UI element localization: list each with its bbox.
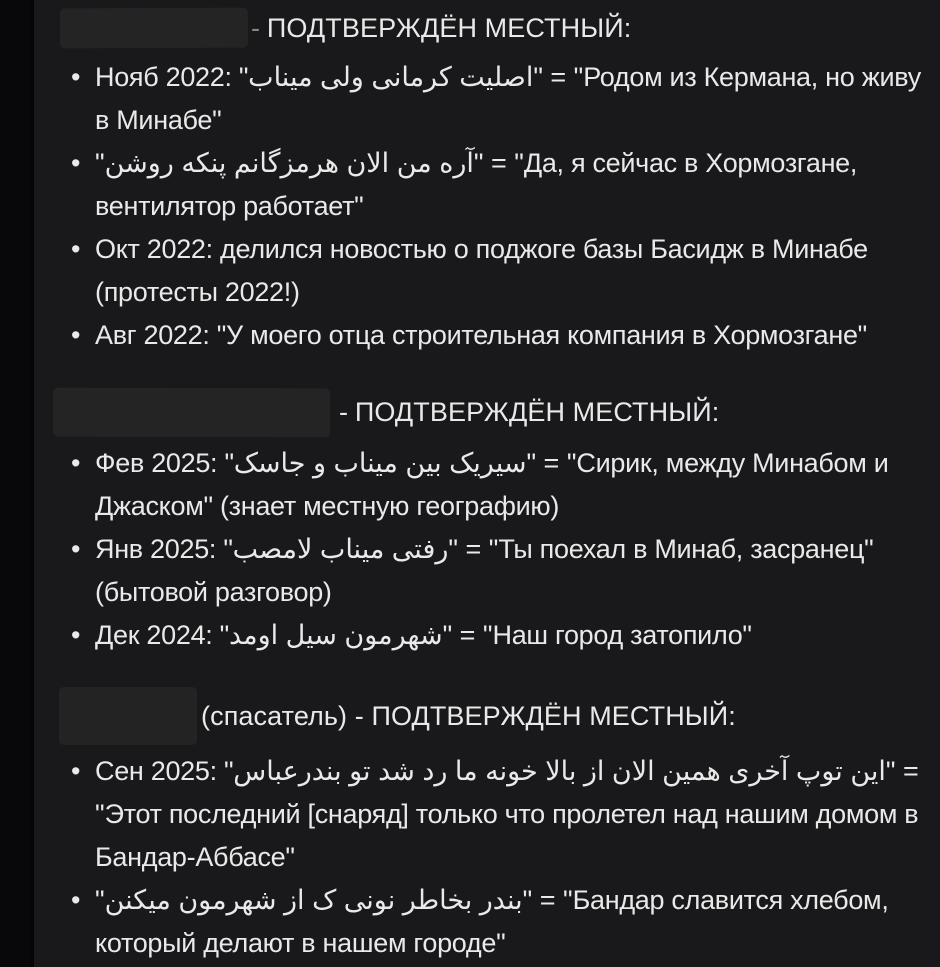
bullet-item — [95, 228, 936, 314]
bullet-text: Янв 2025: "رفتی میناب لامصب" = "Ты поехал в Минаб, засранец" (бытовой разговор) — [95, 534, 874, 607]
bullet-item — [95, 528, 936, 614]
section-local-3 — [34, 686, 936, 965]
section-heading: ПОДТВЕРЖДЁН МЕСТНЫЙ: — [354, 396, 720, 427]
bullet-text: Окт 2022: делился новостью о поджоге базы Басидж в Минабе (протесты 2022!) — [95, 234, 868, 307]
bullet-text: Нояб 2022: "اصلیت کرمانی ولی میناب" = "Родом из Кермана, но живу в Минабе" — [95, 62, 921, 135]
section-heading: ПОДТВЕРЖДЁН МЕСТНЫЙ: — [266, 12, 632, 43]
page-gutter — [0, 0, 30, 967]
bullet-text: Авг 2022: "У моего отца строительная компания в Хормозгане" — [95, 320, 867, 350]
bullet-item — [95, 314, 936, 357]
bullet-item — [95, 442, 936, 528]
bullet-text: "آره من الان هرمزگانم پنکه روشن" = "Да, я сейчас в Хормозгане, вентилятор работает" — [95, 148, 858, 221]
bullet-text: Сен 2025: "این توپ آخری همین الان از بالا خونه ما رد شد تو بندرعباس" = "Этот последний [снаряд] только что пролетел над нашим домом в Бандар-Аббасе" — [95, 756, 919, 872]
bullet-item — [95, 142, 936, 228]
bullet-text: "بندر بخاطر نونی ک از شهرمون میکنن" = "Бандар славится хлебом, который делают в нашем городе" — [95, 885, 889, 958]
bullet-text: Фев 2025: "سیریک بین میناب و جاسک" = "Сирик, между Минабом и Джаском" (знает местную географию) — [95, 448, 889, 521]
section-local-1 — [34, 4, 936, 357]
section-local-2 — [34, 386, 936, 657]
bullet-item — [95, 56, 936, 142]
bullet-item — [95, 750, 936, 879]
bullet-list — [34, 750, 936, 965]
bullet-list — [34, 442, 936, 657]
section-heading-row — [60, 4, 936, 52]
bullet-text: Дек 2024: "شهرمون سیل اومد" = "Наш город затопило" — [95, 620, 752, 650]
redaction-box — [60, 8, 248, 49]
section-heading-row — [60, 686, 936, 746]
bullet-item — [95, 879, 936, 965]
heading-dash: - — [251, 12, 267, 43]
bullet-item — [95, 614, 936, 657]
section-heading: (спасатель) - ПОДТВЕРЖДЁН МЕСТНЫЙ: — [201, 700, 736, 731]
heading-dash: - — [339, 396, 355, 427]
redaction-box — [59, 687, 197, 745]
section-heading-row — [60, 386, 936, 438]
notes-document — [34, 0, 940, 965]
redaction-box — [53, 387, 330, 437]
bullet-list — [34, 56, 936, 357]
